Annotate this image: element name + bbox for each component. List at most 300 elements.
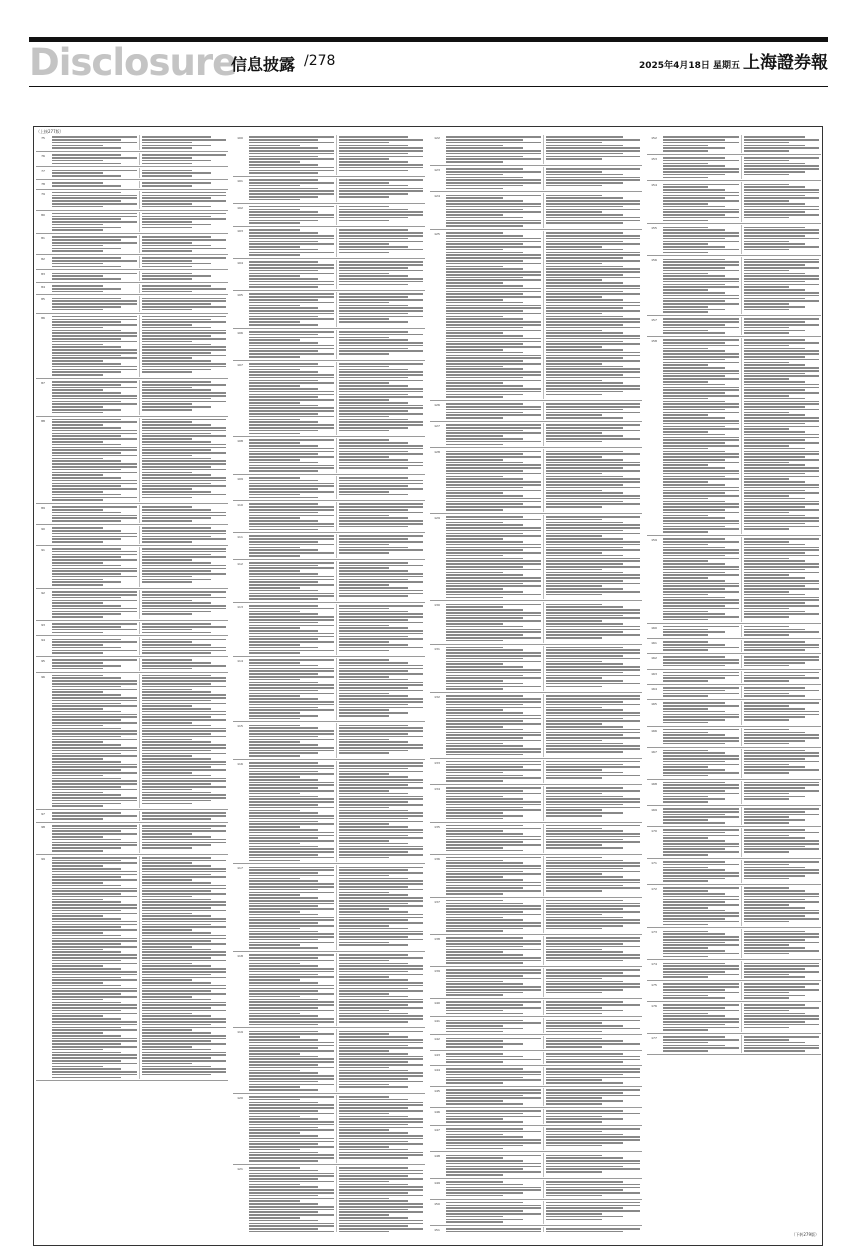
text-line [546, 1216, 623, 1218]
text-line [446, 538, 503, 540]
text-line [52, 999, 103, 1001]
text-line [546, 585, 603, 587]
original-clause-cell [50, 380, 139, 415]
text-line [446, 1013, 523, 1015]
text-line [446, 720, 523, 722]
text-line [546, 764, 623, 766]
text-line [52, 675, 103, 677]
text-line [142, 236, 211, 238]
text-line [663, 585, 739, 587]
text-line [339, 238, 408, 240]
text-line [339, 944, 408, 946]
text-line [142, 541, 193, 543]
text-line [52, 444, 121, 446]
original-clause-cell [661, 701, 741, 724]
text-line [249, 170, 334, 172]
text-line [52, 1035, 121, 1037]
text-line [52, 195, 137, 197]
text-line [249, 999, 318, 1001]
text-line [52, 541, 103, 543]
text-line [142, 469, 227, 471]
text-line [142, 1018, 227, 1020]
original-clause-cell [444, 1153, 543, 1176]
text-line [744, 203, 806, 205]
row-number: 102 [237, 205, 243, 210]
row-number: 95 [41, 659, 45, 664]
text-line [142, 662, 211, 664]
text-line [446, 530, 541, 532]
text-line [249, 1007, 318, 1009]
text-line [52, 708, 103, 710]
text-line [52, 497, 137, 499]
text-line [142, 769, 227, 771]
text-line [744, 608, 789, 610]
text-line [663, 569, 739, 571]
text-line [446, 179, 541, 181]
text-line [142, 185, 193, 187]
text-line [52, 227, 121, 229]
text-line [142, 355, 227, 357]
text-line [446, 352, 523, 354]
text-line [744, 904, 789, 906]
text-line [142, 896, 193, 898]
text-line [446, 271, 541, 273]
text-line [546, 777, 603, 779]
text-line [446, 558, 523, 560]
row-number: 99 [41, 856, 45, 861]
text-line [546, 1089, 641, 1091]
text-line [52, 1002, 121, 1004]
text-line [663, 420, 739, 422]
text-line [249, 1124, 334, 1126]
text-line [142, 626, 227, 628]
text-line [446, 459, 503, 461]
text-line [546, 928, 603, 930]
text-line [546, 769, 603, 771]
text-line [744, 644, 820, 646]
text-line [546, 506, 603, 508]
text-line [52, 203, 137, 205]
table-row [36, 636, 228, 657]
text-line [52, 982, 103, 984]
text-line [546, 606, 623, 608]
row-number: 149 [434, 1180, 440, 1185]
text-line [339, 798, 424, 800]
row-number: 177 [651, 1036, 657, 1041]
text-line [663, 808, 739, 810]
text-line [744, 292, 820, 294]
text-line [249, 812, 318, 814]
text-line [249, 156, 318, 158]
text-line [339, 1124, 408, 1126]
text-line [446, 917, 503, 919]
row-number: 81 [41, 236, 45, 241]
text-line [744, 708, 806, 710]
text-line [249, 843, 300, 845]
text-line [249, 1053, 300, 1055]
table-row [430, 1226, 642, 1232]
text-line [663, 659, 739, 661]
text-line [52, 427, 121, 429]
text-line [744, 585, 806, 587]
text-line [142, 1052, 227, 1054]
text-line [339, 385, 408, 387]
text-line [249, 880, 318, 882]
text-line [663, 1015, 725, 1017]
text-line [446, 355, 541, 357]
original-clause-cell [444, 694, 543, 756]
text-line [142, 862, 193, 864]
text-line [744, 893, 820, 895]
row-number: 139 [434, 969, 440, 974]
text-line [546, 609, 641, 611]
text-line [546, 1040, 623, 1042]
text-line [663, 547, 725, 549]
text-line [142, 943, 227, 945]
text-line [663, 442, 725, 444]
revised-clause-cell [543, 515, 643, 600]
original-clause-cell [50, 153, 139, 165]
text-line [52, 257, 121, 259]
original-clause-cell [444, 1127, 543, 1150]
text-line [142, 389, 211, 391]
text-line [339, 807, 390, 809]
text-line [446, 701, 541, 703]
text-line [52, 197, 137, 199]
text-line [339, 270, 424, 272]
text-line [339, 307, 424, 309]
text-line [663, 1036, 725, 1038]
text-line [249, 1175, 334, 1177]
text-line [744, 687, 806, 689]
text-line [744, 782, 820, 784]
text-line [546, 1022, 603, 1024]
text-line [339, 394, 408, 396]
text-line [142, 766, 211, 768]
text-line [249, 147, 318, 149]
text-line [52, 946, 137, 948]
text-line [249, 1146, 334, 1148]
text-line [339, 209, 408, 211]
text-line [446, 266, 503, 268]
original-clause-cell [50, 235, 139, 253]
text-line [546, 1056, 641, 1058]
text-line [52, 893, 121, 895]
text-line [52, 926, 121, 928]
text-line [339, 526, 408, 528]
text-line [546, 547, 623, 549]
text-line [142, 1021, 227, 1023]
text-line [339, 1104, 424, 1106]
text-line [142, 472, 193, 474]
text-line [339, 1053, 408, 1055]
text-line [339, 725, 408, 727]
text-line [663, 481, 708, 483]
text-line [663, 641, 708, 643]
text-line [52, 236, 137, 238]
text-line [546, 566, 641, 568]
text-line [339, 996, 408, 998]
text-line [249, 960, 334, 962]
table-row [430, 192, 642, 230]
text-line [663, 719, 725, 721]
table-row [430, 855, 642, 898]
text-line [446, 1128, 523, 1130]
text-line [339, 960, 390, 962]
text-line [249, 712, 300, 714]
text-line [339, 453, 424, 455]
text-line [249, 350, 318, 352]
text-line [546, 798, 641, 800]
text-line [744, 766, 806, 768]
text-line [744, 165, 820, 167]
text-line [249, 497, 318, 499]
revised-clause-cell [336, 362, 426, 436]
text-line [546, 704, 641, 706]
text-line [249, 196, 318, 198]
table-row [36, 657, 228, 672]
text-line [546, 417, 623, 419]
text-line [339, 570, 408, 572]
text-line [446, 1028, 523, 1030]
text-line [446, 658, 523, 660]
text-line [446, 363, 541, 365]
text-line [663, 782, 725, 784]
text-line [249, 1070, 300, 1072]
text-line [446, 1121, 523, 1123]
text-line [446, 313, 541, 315]
text-line [663, 395, 739, 397]
text-line [744, 811, 806, 813]
text-line [249, 1056, 318, 1058]
text-line [52, 924, 137, 926]
text-line [546, 243, 641, 245]
text-line [546, 580, 623, 582]
text-line [744, 211, 806, 213]
text-line [339, 1118, 424, 1120]
text-line [249, 979, 300, 981]
revised-clause-cell [741, 781, 822, 804]
text-line [52, 833, 137, 835]
text-line [546, 949, 603, 951]
text-line [52, 935, 121, 937]
revised-clause-cell [139, 181, 229, 188]
text-line [339, 815, 424, 817]
text-line [663, 840, 725, 842]
text-line [744, 1036, 820, 1038]
revised-clause-cell [139, 590, 229, 619]
text-line [663, 772, 739, 774]
text-line [249, 903, 334, 905]
original-clause-cell [50, 296, 139, 311]
text-line [546, 876, 623, 878]
text-line [446, 394, 523, 396]
text-line [339, 416, 390, 418]
text-line [339, 647, 424, 649]
text-line [249, 690, 318, 692]
text-line [546, 481, 641, 483]
text-line [339, 1228, 424, 1230]
text-line [249, 305, 300, 307]
original-clause-cell [247, 1166, 336, 1232]
text-line [52, 758, 103, 760]
text-line [546, 313, 603, 315]
text-line [744, 306, 806, 308]
text-line [249, 1231, 334, 1232]
text-line [546, 680, 623, 682]
revised-clause-cell [336, 1029, 426, 1091]
text-line [52, 722, 137, 724]
text-line [249, 503, 318, 505]
text-line [339, 644, 408, 646]
text-line [546, 179, 641, 181]
text-line [52, 1060, 121, 1062]
text-line [546, 986, 641, 988]
text-line [663, 549, 739, 551]
text-line [744, 281, 806, 283]
text-line [249, 405, 318, 407]
text-line [446, 241, 541, 243]
text-line [744, 348, 806, 350]
text-line [546, 1079, 603, 1081]
text-line [446, 249, 503, 251]
table-row [36, 314, 228, 379]
text-line [249, 854, 318, 856]
revised-clause-cell [741, 686, 822, 698]
text-line [663, 714, 739, 716]
text-line [546, 1118, 623, 1120]
table-row [430, 1017, 642, 1035]
text-line [339, 779, 424, 781]
text-line [546, 271, 641, 273]
text-line [546, 476, 623, 478]
text-line [744, 526, 820, 528]
text-line [744, 303, 789, 305]
text-line [249, 544, 334, 546]
text-line [546, 288, 641, 290]
text-line [446, 338, 541, 340]
text-line [142, 406, 211, 408]
text-line [339, 1064, 424, 1066]
table-row [647, 928, 821, 960]
text-line [446, 983, 523, 985]
text-line [339, 846, 424, 848]
text-line [744, 752, 820, 754]
text-line [744, 577, 806, 579]
text-line [546, 490, 603, 492]
text-line [339, 523, 424, 525]
revised-clause-cell [741, 807, 822, 825]
text-line [546, 1095, 641, 1097]
text-line [446, 453, 523, 455]
text-line [744, 332, 789, 334]
text-line [339, 1170, 424, 1172]
text-line [52, 474, 103, 476]
text-line [744, 523, 806, 525]
text-line [142, 483, 211, 485]
text-line [249, 142, 334, 144]
text-line [249, 520, 318, 522]
row-number: 112 [237, 561, 243, 566]
text-line [142, 488, 193, 490]
text-line [249, 1104, 334, 1106]
text-line [446, 1213, 541, 1215]
row-number: 94 [41, 638, 45, 643]
text-line [663, 353, 739, 355]
text-line [249, 698, 318, 700]
text-line [142, 839, 227, 841]
text-line [663, 611, 708, 613]
text-line [249, 209, 300, 211]
text-line [339, 1178, 424, 1180]
text-line [52, 650, 137, 652]
text-line [142, 741, 211, 743]
text-line [142, 170, 193, 172]
text-line [142, 999, 211, 1001]
text-line [249, 1081, 318, 1083]
text-line [744, 933, 820, 935]
text-line [446, 868, 541, 870]
original-clause-cell [444, 1036, 543, 1048]
text-line [744, 439, 806, 441]
text-line [339, 784, 408, 786]
text-line [546, 695, 641, 697]
text-line [249, 1058, 334, 1060]
text-line [546, 672, 623, 674]
text-line [249, 217, 334, 219]
text-line [339, 442, 408, 444]
text-line [546, 174, 623, 176]
text-line [52, 755, 137, 757]
text-line [142, 398, 211, 400]
text-line [663, 431, 708, 433]
text-line [249, 911, 300, 913]
text-line [663, 423, 739, 425]
text-line [663, 616, 739, 618]
text-line [339, 650, 390, 652]
text-line [744, 387, 820, 389]
text-line [546, 388, 641, 390]
text-line [142, 963, 193, 965]
text-line [446, 1043, 523, 1045]
revised-clause-cell [139, 526, 229, 544]
revised-clause-cell [543, 1153, 643, 1176]
revised-clause-cell [543, 167, 643, 190]
text-line [546, 321, 641, 323]
text-line [142, 581, 193, 583]
original-clause-cell [50, 856, 139, 1080]
text-line [546, 307, 623, 309]
text-line [446, 1187, 541, 1189]
text-line [744, 547, 820, 549]
text-line [339, 1127, 424, 1129]
text-line [52, 538, 121, 540]
text-line [546, 349, 623, 351]
text-line [446, 675, 523, 677]
text-line [339, 405, 424, 407]
text-line [446, 798, 523, 800]
text-line [52, 374, 103, 376]
text-line [339, 903, 408, 905]
text-line [339, 185, 408, 187]
text-line [339, 261, 424, 263]
revised-clause-cell [741, 135, 822, 153]
revised-clause-cell [336, 228, 426, 257]
text-line [744, 286, 789, 288]
text-line [142, 921, 227, 923]
row-number: 170 [651, 828, 657, 833]
original-clause-cell [661, 982, 741, 1000]
